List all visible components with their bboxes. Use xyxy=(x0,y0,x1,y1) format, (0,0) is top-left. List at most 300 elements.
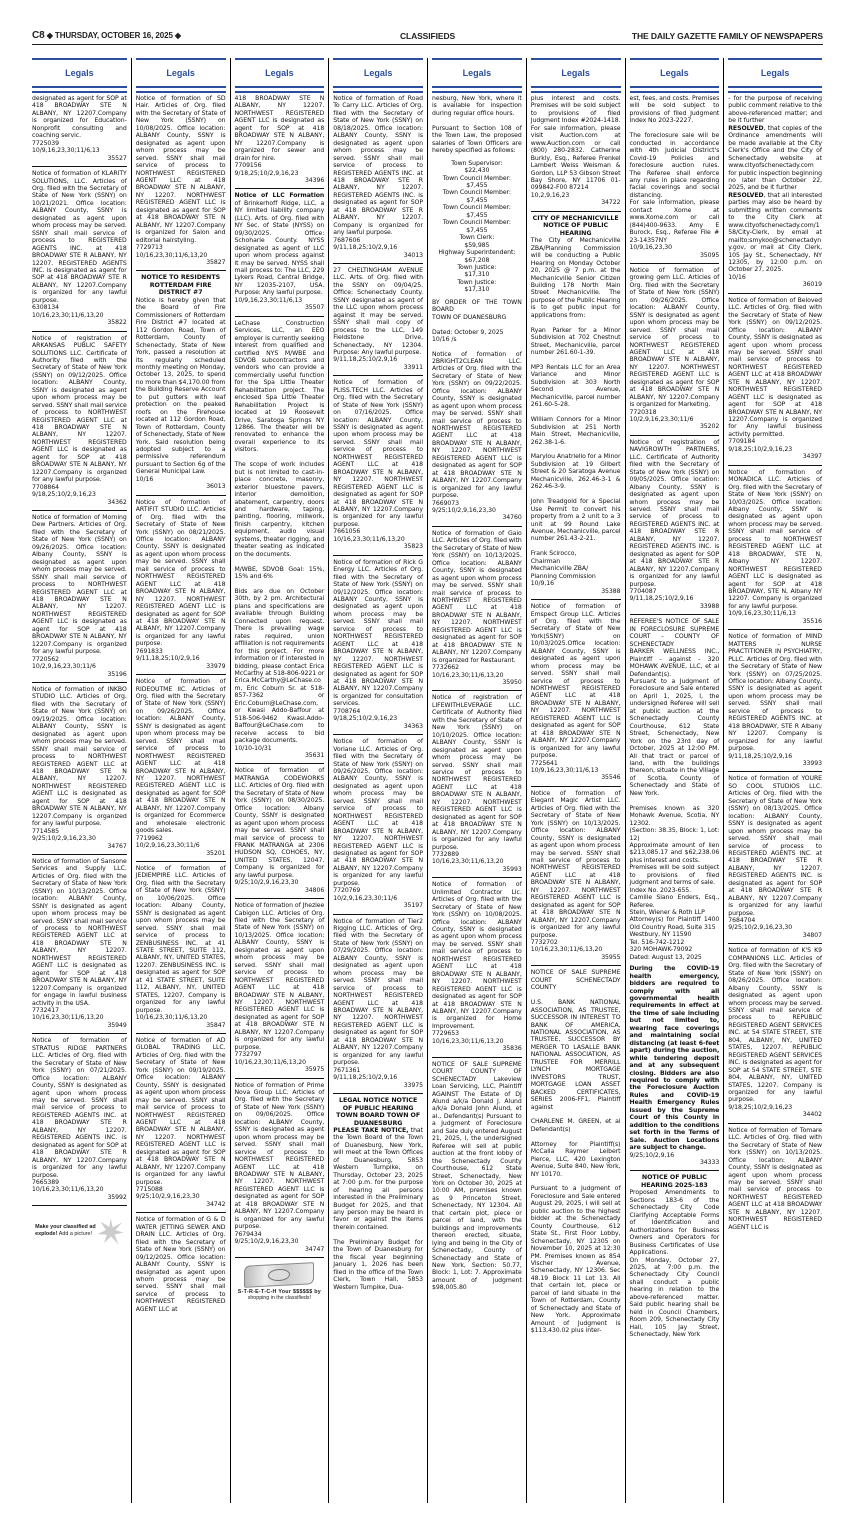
legal-notice xyxy=(235,189,325,316)
notice-ref-number: 7708764 xyxy=(333,707,361,715)
legals-heading-label: Legals xyxy=(265,68,294,78)
legals-column xyxy=(723,58,822,1503)
notice-id: 34013 xyxy=(403,251,423,259)
legal-notice xyxy=(531,92,621,212)
legal-notice xyxy=(333,92,423,264)
legal-notice xyxy=(32,511,127,683)
notice-id: 35388 xyxy=(601,587,621,595)
notice-body xyxy=(531,237,621,580)
column-heading xyxy=(728,58,822,88)
salary-role: Town Council Member: xyxy=(442,189,511,197)
column-heading xyxy=(630,58,720,88)
notice-run-dates: 10,2,9,16,23 xyxy=(530,191,570,199)
notice-text: Notice of registration of ARKANSAS PUBLIC SAFETY SOLUTIONS LLC. Certificate of Authority filed with the Secretary of State of New York (SSNY) on 09/12/2025. Office location: ALBANY County, SSNY is designated as agent upon whom process may be served. SSNY shall mail service of process to NORTHWEST REGISTERED AGENT LLC at 418 BROADWAY STE N ALBANY, NY 12207. NORTHWEST REGISTERED AGENT LLC is designated as agent for SOP at 418 BROADWAY STE N ALBANY, NY 12207.Company is organized for any lawful purpose. xyxy=(32,334,127,484)
notice-title: CITY OF MECHANICVILLE NOTICE OF PUBLIC HEARING xyxy=(532,214,619,237)
notice-id: 33911 xyxy=(403,363,423,371)
notice-text: Notice of formation of Tier2 Rigging LLC. Articles of Org. filed with the Secretary of State of New York (SSNY) on 07/29/2025. Office location: ALBANY County, SSNY is designated as agent upon whom process may be served. SSNY shall mail service of process to NORTHWEST REGISTERED AGENT LLC at 418 BROADWAY STE N ALBANY, NY 12207. NORTHWEST REGISTERED AGENT LLC is designated as agent for SOP at 418 BROADWAY STE N ALBANY, NY 12207.Company is organized for any lawful purpose. xyxy=(333,917,423,1067)
notice-body xyxy=(235,902,325,1051)
legal-notice xyxy=(630,615,720,1171)
legal-notice xyxy=(235,317,325,765)
notice-id: 35095 xyxy=(699,251,720,259)
notice-body xyxy=(235,192,325,296)
notice-body xyxy=(531,95,621,192)
notice-run-dates: 10/16,23,30;11/6,13,20 xyxy=(135,1014,208,1022)
publication-name: THE DAILY GAZETTE FAMILY OF NEWSPAPERS xyxy=(631,31,823,41)
legal-notice xyxy=(333,264,423,376)
legal-notice xyxy=(32,167,127,332)
notice-body xyxy=(630,439,720,588)
legal-notice xyxy=(32,92,127,167)
notice-body xyxy=(136,297,226,476)
notice-id: 34362 xyxy=(107,498,127,506)
legals-column xyxy=(427,58,526,1503)
issue-date: THURSDAY, OCTOBER 16, 2025 xyxy=(54,31,173,40)
notice-body xyxy=(32,170,127,304)
notice-run-dates: 9/18,25;10/2,9,16,23 xyxy=(32,491,96,499)
notice-run-dates: 9/25;10/2,9,16,23,30 xyxy=(32,835,96,843)
notice-text: Notice of formation of STRATUS RIDGE PARTNERS LLC. Articles of Org. filed with the Secretary of State of New York (SSNY) on 07/21/2025. Office location: ALBANY County, SSNY is designated as agent upon whom process may be served. SSNY shall mail service of process to REGISTERED AGENTS INC. at 418 BROADWAY STE R ALBANY, NY 12207. REGISTERED AGENTS INC. is designated as agent for SOP at 418 BROADWAY STE R ALBANY, NY 12207.Company is organized for any lawful purpose. xyxy=(32,1037,127,1179)
notice-text: Notice of formation of growing gem LLC. Articles of Org. filed with the Secretary of State of New York (SSNY) on 09/26/2025. Office location: ALBANY County, SSNY is designated as agent upon whom process may be served. SSNY shall mail service of process to NORTHWEST REGISTERED AGENT LLC at 418 BROADWAY STE N ALBANY, NY 12207. NORTHWEST REGISTERED AGENT LLC is designated as agent for SOP at 418 BROADWAY STE N ALBANY, NY 12207.Company is organized for Marketing. xyxy=(629,266,720,409)
notice-id: 33993 xyxy=(802,759,822,767)
legals-heading-label: Legals xyxy=(561,68,590,78)
salary-role: Town Justice: xyxy=(457,263,497,271)
notice-id: 34333 xyxy=(699,1158,720,1166)
notice-body xyxy=(136,499,226,648)
notice-inline-title: Notice of LLC Formation xyxy=(234,192,325,200)
notice-body xyxy=(432,95,522,155)
notice-lead: PLEASE TAKE NOTICE, xyxy=(333,1127,409,1134)
notice-body xyxy=(333,95,423,237)
notice-id: 33979 xyxy=(206,662,226,670)
notice-run-dates: 10/9,16,23,30;11/6,13 xyxy=(32,147,100,155)
notice-body xyxy=(136,1216,226,1313)
notice-text: Notice of formation of ARTIFIT STUDIO LLC. Articles of Org. filed with the Secretary of State of New York (SSNY) on 08/21/2025. Office location: ALBANY County, SSNY is designated as agent upon whom process may be served. SSNY shall mail service of process to NORTHWEST REGISTERED AGENT LLC at 418 BROADWAY STE N ALBANY, NY 12207. NORTHWEST REGISTERED AGENT LLC is designated as agent for SOP at 418 BROADWAY STE N ALBANY, NY 12207.Company is organized for any lawful purpose. xyxy=(135,498,226,648)
legal-notice xyxy=(235,1079,325,1258)
notice-id: 34742 xyxy=(206,1200,226,1208)
salary-role: Town Supervisor: xyxy=(451,159,503,167)
legal-notice xyxy=(630,264,720,436)
column-heading xyxy=(531,58,621,88)
notice-run-dates: 9/25;10/2,9,16,23,30 xyxy=(432,507,496,515)
legals-column xyxy=(526,58,625,1503)
legal-notice xyxy=(136,92,226,271)
legals-columns xyxy=(32,58,822,1503)
notice-run-dates: 10/10-10/31 xyxy=(234,744,272,752)
notice-ref-number: 6308134 xyxy=(32,304,59,312)
notice-body xyxy=(630,618,720,961)
notice-text: Notice of formation of Emspect Group LLC. Articles of Org. filed with the Secretary of State of New York(SSNY) on 10/03/2025.Office location: ALBANY County, SSNY is designated as agent upon whom process may be served. SSNY shall mail service of process to NORTHWEST REGISTERED AGENT LLC at 418 BROADWAY STE N ALBANY, NY 12207. NORTHWEST REGISTERED AGENT LLC is designated as agent for SOP at 418 BROADWAY STE N ALBANY, NY 12207.Company is organized for any lawful purpose. xyxy=(530,603,621,760)
notice-body xyxy=(333,267,423,356)
salary-amount: $7,455 xyxy=(466,226,488,234)
notice-id: 34722 xyxy=(601,199,621,207)
notice-id: 35823 xyxy=(403,543,423,551)
notice-run-dates: 10/16,23,30;11/6,13,20 xyxy=(234,1058,307,1066)
notice-body xyxy=(136,95,226,244)
salary-amount: $17,310 xyxy=(464,271,490,279)
notice-run-dates: 9/11,18,25;10/2,9,16 xyxy=(728,752,793,760)
resolved-clause: RESOLVED, that copies of the Ordinance amendments will be made available at the City Clerk's Office and the City of Schenectady website at www.cityofschenectady.com for public inspection beginning no later than October 22, 2025, and be it further xyxy=(728,124,822,192)
notice-ref-number: 7729713 xyxy=(135,244,163,252)
notice-run-dates: 10/16,23,30;11/6,13,20 xyxy=(333,535,405,543)
legal-notice xyxy=(728,466,822,631)
notice-text: NOTICE OF SALE SUPREME COURT COUNTY OF SCHENECTADY Lakeview Loan Servicing, LLC, Plaintiff AGAINST The Estate of DJ Alund a/k/a Donald J. Alund a/k/a Donald John Alund, et al., Defendant(s) Pursuant to a Judgment of Foreclosure and Sale duly entered August 21, 2025, I, the undersigned Referee will sell at public auction at the front lobby of the Schenectady County Courthouse, 612 State Street, Schenectady, New York on October 30, 2025 at 10:00 AM, premises known as 9 Princeton Street, Schenectady, NY 12304. All that certain plot, piece or parcel of land, with the buildings and improvements thereon erected, situate, lying and being in the City of Schenectady, County of Schenectady and State of New York, Section: 50.77, Block: 1, Lot: 7. Approximate amount of judgment $98,005.80 xyxy=(432,1060,522,1292)
notice-ref-number: 7715088 xyxy=(135,1186,163,1194)
notice-run-dates: 9/11,18,25;10/2,9,16 xyxy=(333,244,398,252)
notice-ref-number: 7709156 xyxy=(234,162,262,170)
notice-ref-number: 7665389 xyxy=(32,1178,59,1186)
notice-run-dates: 9/25;10/2,9,16,23,30 xyxy=(728,924,793,932)
legal-notice xyxy=(136,496,226,675)
legal-notice xyxy=(333,915,423,1094)
legals-heading-label: Legals xyxy=(660,68,689,78)
notice-run-dates: 10/9,16,23,30 xyxy=(629,244,672,252)
notice-ref-number: 7720769 xyxy=(333,887,361,895)
legal-notice xyxy=(630,436,720,615)
notice-text: nesburg, New York, where it is available for inspection during regular office hours. Pursuant to Section 108 of the Town Law, the proposed salaries of Town Officers are hereby specified as follows: xyxy=(432,95,522,155)
salary-amount: $17,310 xyxy=(464,286,490,294)
notice-text: Notice of formation of Beloved LLC. Articles of Org. filed with the Secretary of State of New York (SSNY) on 09/12/2025. Office location: ALBANY County, SSNY is designated as agent upon whom process may be served. SSNY shall mail service of process to NORTHWEST REGISTERED AGENT LLC at 418 BROADWAY STE N ALBANY, NY 12207. NORTHWEST REGISTERED AGENT LLC is designated as agent for SOP at 418 BROADWAY STE N ALBANY, NY 12207.Company is organized for Any lawful business activity permitted. xyxy=(728,296,822,438)
column-heading xyxy=(333,58,423,88)
notice-id: 35197 xyxy=(403,902,423,910)
legal-notice xyxy=(728,294,822,466)
legals-column xyxy=(230,58,329,1503)
notice-title: LEGAL NOTICE NOTICE OF PUBLIC HEARING TOWN BOARD TOWN OF DUANESBURG xyxy=(336,1097,421,1127)
notice-id: 35527 xyxy=(107,154,127,162)
notice-body xyxy=(728,1127,822,1231)
notice-body xyxy=(728,469,822,611)
stretch-dollars-promo[interactable] xyxy=(235,1258,325,1308)
notice-text: Notice of formation of Elegant Magic Artist LLC. Articles of Org. filed with the Secretary of State of New York (SSNY) on 10/13/2025. Office location: ALBANY County, SSNY is designated as agent upon whom process may be served. SSNY shall mail service of process to NORTHWEST REGISTERED AGENT LLC at 418 BROADWAY STE N ALBANY, NY 12207. NORTHWEST REGISTERED AGENT LLC is designated as agent for SOP at 418 BROADWAY STE N ALBANY, NY 12207.Company is organized for any lawful purpose. xyxy=(530,789,621,939)
notice-id: 35993 xyxy=(502,865,522,873)
column-heading xyxy=(32,58,127,88)
legal-notice xyxy=(136,1034,226,1213)
notice-body xyxy=(531,969,621,1334)
salary-role: Highway Superintendent: xyxy=(438,249,516,257)
promo-text xyxy=(35,1224,96,1238)
notice-text: 418 BROADWAY STE N ALBANY, NY 12207. NORTHWEST REGISTERED AGENT LLC is designated as agent for SOP at 418 BROADWAY STE N ALBANY, NY 12207.Company is organized for sewer and drain for hire. xyxy=(234,95,325,162)
notice-body xyxy=(32,514,127,656)
promo-label: S-T-R-E-T-C-H Your $$$$$$ by xyxy=(237,1289,321,1296)
notice-run-dates: 10/2,9,16,23,30;11/6 xyxy=(32,663,96,671)
notice-id: 35196 xyxy=(107,670,127,678)
notice-text: Notice of formation of MONADICA LLC. Articles of Org. filed with the Secretary of State of New York (SSNY) on 10/03/2025. Office location: Albany County, SSNY is designated as agent upon whom process may be served. SSNY shall mail service of process to NORTHWEST REGISTERED AGENT LLC at 418 BROADWAY, STE N, Albany NY 12207. NORTHWEST REGISTERED AGENT LLC is designated as agent for SOP at 418 BROADWAY, STE N, Albany NY 12207. Company is organized for any lawful purpose. xyxy=(728,468,822,610)
notice-run-dates: 10/2,9,16,23,30;11/6 xyxy=(629,416,694,424)
notice-text: Notice of formation of INKBO STUDIO LLC. Articles of Org. filed with the Secretary of State of New York (SSNY) on 09/19/2025. Office location: ALBANY County, SSNY is designated as agent upon whom process may be served. SSNY shall mail service of process to NORTHWEST REGISTERED AGENT LLC at 418 BROADWAY STE N ALBANY, NY 12207. NORTHWEST REGISTERED AGENT LLC is designated as agent for SOP at 418 BROADWAY STE N ALBANY, NY 12207.Company is organized for any lawful purpose. xyxy=(32,685,127,828)
notice-id: 33975 xyxy=(403,1081,423,1089)
notice-covid-rules: During the COVID-19 health emergency, bidders are required to comply with all governmental health requirements in effect at the time of sale including but not limited to, wearing face coverings and maintaining social distancing (at least 6-feet apart) during the auction, while tendering deposit and at any subsequent closing. Bidders are also required to comply with the Foreclosure Auction Rules and COVID-19 Health Emergency Rules issued by the Supreme Court of this County in addition to the conditions set forth in the Terms of Sale. Auction Locations are subject to change. xyxy=(629,965,720,1152)
legal-notice xyxy=(630,92,720,264)
salary-role: Town Clerk: xyxy=(459,234,495,242)
notice-text: plus interest and costs. Premises will be sold subject to provisions of filed Judgment Index #2024-1418. For sale information, please visit Auction.com at www.Auction.com or call (800) 280-2832. Catherine Burkly, Esq., Referee Frenkel Lambert Weiss Weisman & Gordon, LLP 53 Gibson Street Bay Shore, NY 11706 01-099842-F00 87214 xyxy=(530,95,621,192)
notice-text: designated as agent for SOP at 418 BROADWAY STE N ALBANY, NY 12207.Company is organized for Education-Nonprofit consulting and coaching servic. xyxy=(32,95,127,140)
notice-text: Notice of formation of G & D WATER JETTING SEWER AND DRAIN LLC. Articles of Org. filed with the Secretary of State of New York (SSNY) on 09/12/2025. Office location: ALBANY County, SSNY is designated as agent upon whom process may be served. SSNY shall mail service of process to NORTHWEST REGISTERED AGENT LLC at xyxy=(135,1216,226,1313)
notice-body xyxy=(432,881,522,1030)
notice-ref-number: 7725641 xyxy=(530,759,558,767)
notice-text: Proposed Amendments to Sections 183-6 of the Schenectady City Code Clarifying Acceptable Forms of Identification and Authorizations for Business Owners and Operators for Business Certificates of Use Applications. On Monday, October 27, 2025, at 7:00 p.m. the Schenectady City Council shall conduct a public hearing in relation to the above-referenced matter. Said public hearing shall be held in Council Chambers, Room 209, Schenectady City Hall, 105 Jay Street, Schenectady, New York xyxy=(629,1189,720,1339)
notice-ref-number: 7732702 xyxy=(530,938,558,946)
notice-text: of Brinkerhoff Ridge, LLC, a NY limited liability company (LLC). Arts. of Org. filed with NY Sec. of State (NYSS) on 09/30/2025. Office: Schoharie County. NYSS designated as agent of LLC upon whom process against it may be served. NYSS shall mail process to: The LLC, 229 Lykers Road, Central Bridge, NY 12035-2107, USA. Purpose: Any lawful purpose. xyxy=(234,199,325,297)
notice-body xyxy=(432,694,522,851)
notice-text: REFEREE'S NOTICE OF SALE IN FORECLOSURE SUPREME COURT - COUNTY OF SCHENECTADY BARKER WELLNESS INC., Plaintiff - against - 320 MOHAWK AVENUE, LLC, et al Defendant(s). Pursuant to a Judgment of Foreclosure and Sale entered on April 1, 2025, I, the undersigned Referee will sell at public auction at the Schenectady County Courthouse, 612 State Street, Schenectady, New York on the 23rd day of October, 2025 at 12:00 PM. All that tract or parcel of land, with the buildings thereon, situate in the Village of Scotia, County of Schenectady and State of New York. Premises known as 320 Mohawk Avenue, Scotia, NY 12302. (Section: 38.35, Block: 1, Lot: 12) Approximate amount of lien $213,085.17 and $62,238.06 plus interest and costs. Premises will be sold subject to provisions of filed judgment and terms of sale. Index No. 2023-655. Camille Siano Enders, Esq., Referee. Stein, Wiener & Roth LLP Attorney(s) for Plaintiff 1400 Old Country Road, Suite 315 Westbury, NY 11590 Tel. 516-742-1212 320 MOHAWK-79092 Dated: August 13, 2025 xyxy=(629,618,720,961)
salary-amount: $7,455 xyxy=(466,196,488,204)
notice-text: Notice is hereby given that the Board of Fire Commissioners of Rotterdam Fire District #7 located at 112 Gordon Road, Town of Rotterdam, County of Schenectady, State of New York, passed a resolution at its regularly scheduled monthly meeting on Monday, October 13, 2025, to spend no more than $4,170.00 from the Building Reserve Account to put gutters with leaf protection on the peaked roofs on the Firehouse located at 112 Gordon Road, Town of Rotterdam, County of Schenectady, State of New York. Said resolution being adopted subject to a permissive referendum pursuant to Section 6g of the General Municipal Law. xyxy=(135,296,226,476)
notice-text: Notice of formation of Sansone Services and Supply LLC. Articles of Org. filed with the Secretary of State of New York (SSNY) on 10/13/2025. Office location: ALBANY County, SSNY is designated as agent upon whom process may be served. SSNY shall mail service of process to NORTHWEST REGISTERED AGENT LLC at 418 BROADWAY STE N ALBANY, NY 12207. NORTHWEST REGISTERED AGENT LLC is designated as agent for SOP at 418 BROADWAY STE N ALBANY, NY 12207.Company is organized for engage in lawful business activity in the USA. xyxy=(32,857,127,1007)
notice-text: Notice of formation of SD Hair. Articles of Org. filed with the Secretary of State of New York (SSNY) on 10/08/2025. Office location: ALBANY County, SSNY is designated as agent upon whom process may be served. SSNY shall mail service of process to NORTHWEST REGISTERED AGENT LLC at 418 BROADWAY STE N ALBANY, NY 12207. NORTHWEST REGISTERED AGENT LLC is designated as agent for SOP at 418 BROADWAY STE N ALBANY, NY 12207.Company is organized for Salon and editorial hairstyling. xyxy=(135,95,226,244)
notice-run-dates: 9/25;10/2,9,16,23,30 xyxy=(234,879,299,887)
notice-body xyxy=(136,865,226,1014)
notice-body xyxy=(333,738,423,887)
legals-heading-label: Legals xyxy=(760,68,790,78)
notice-id: 34397 xyxy=(802,453,822,461)
notice-ref-number: 7732797 xyxy=(234,1051,262,1059)
notice-id: 35546 xyxy=(601,774,621,782)
notice-text: Notice of formation of PLISS.TECH LLC. Articles of Org. filed with the Secretary of State of New York (SSNY) on 07/16/2025. Office location: ALBANY County, SSNY is designated as agent upon whom process may be served. SSNY shall mail service of process to NORTHWEST REGISTERED AGENT LLC at 418 BROADWAY STE N ALBANY, NY 12207. NORTHWEST REGISTERED AGENT LLC is designated as agent for SOP at 418 BROADWAY STE N ALBANY, NY 12207.Company is organized for any lawful purpose. xyxy=(333,379,423,528)
notice-run-dates: 9/11,18,25;10/2,9,16 xyxy=(135,655,200,663)
notice-run-dates: 10/16,23,30;11/6,13,20 xyxy=(32,1014,104,1022)
notice-body xyxy=(32,95,127,140)
notice-id: 35975 xyxy=(304,1066,325,1074)
salary-amount: $7,455 xyxy=(466,211,488,219)
notice-ref-number: 7732662 xyxy=(432,664,459,672)
resolved-clause: RESOLVED, that all interested parties may also be heard by submitting written comments to the City Clerk at www.cityofschenectady.com/158/City-Clerk, by email at mailto:smykoo@schenectadyny.gov, or mail at City Clerk, 105 Jay St., Schenectady, NY 12305, by 12:00 p.m. on October 27, 2025. xyxy=(728,191,822,274)
legal-notice xyxy=(531,966,621,1338)
legal-notice xyxy=(432,92,522,348)
notice-body xyxy=(630,267,720,409)
notice-text: Notice of formation of Rick G Energy LLC. Articles of Org. filed with the Secretary of State of New York (SSNY) on 09/12/2025. Office location: ALBANY County, SSNY is designated as agent upon whom process may be served. SSNY shall mail service of process to NORTHWEST REGISTERED AGENT LLC at 418 BROADWAY STE N ALBANY, NY 12207. NORTHWEST REGISTERED AGENT LLC is designated as agent for SOP at 418 BROADWAY STE N ALBANY, NY 12207.Company is organized for consultation services. xyxy=(333,558,423,708)
notice-id: 35955 xyxy=(601,953,621,961)
notice-text: that the Town Board of the Town of Duanesburg, New York, will meet at the Town Offices of Duanesburg, 5853 Western Turnpike, on Thursday, October 23, 2025 at 7:00 p.m. for the purpose of hearing all persons interested in the Preliminary Budget for 2025, and that any person may be heard in favor or against the items therein contained. The Preliminary Budget for the Town of Duanesburg for the fiscal year beginning January 1, 2026 has been filed in the office of the Town Clerk, Town Hall, 5853 Western Turnpike, Dua- xyxy=(333,1127,423,1291)
legal-notice xyxy=(531,600,621,787)
notice-body xyxy=(432,351,522,500)
promo-line1: Make your classified ad xyxy=(35,1224,96,1231)
notice-run-dates: 9/25;10/2,9,16,23,30 xyxy=(234,1238,299,1246)
notice-text: Notice of formation of Tomare LLC. Articles of Org. filed with the Secretary of State of New York (SSNY) on 10/13/2025. Office location: ALBANY County, SSNY is designated as agent upon whom process may be served. SSNY shall mail service of process to NORTHWEST REGISTERED AGENT LLC at 418 BROADWAY STE N ALBANY, NY 12207. NORTHWEST REGISTERED AGENT LLC is xyxy=(728,1126,822,1231)
notice-id: 35201 xyxy=(206,849,226,857)
promo-line2: Add a picture! xyxy=(58,1231,93,1238)
notice-ref-number: 7687606 xyxy=(333,236,361,244)
notice-id: 34747 xyxy=(304,1245,325,1253)
notice-body xyxy=(32,858,127,1007)
notice-body xyxy=(531,603,621,760)
notice-id: 36013 xyxy=(206,483,226,491)
notice-ref-number: 7720318 xyxy=(629,408,657,416)
legal-notice xyxy=(136,862,226,1034)
promo-sub: shopping in the classifieds! xyxy=(247,1295,312,1302)
notice-id: 33988 xyxy=(699,602,720,610)
notice-id: 36019 xyxy=(802,281,822,289)
dollar-bill-icon xyxy=(244,1263,314,1289)
notice-ref-number: 7704087 xyxy=(629,588,657,595)
separator-icon: ◆ xyxy=(46,31,53,40)
notice-id: 35202 xyxy=(699,423,720,431)
salary-role: Town Council Member: xyxy=(442,204,511,212)
salary-amount: $59,985 xyxy=(464,241,490,249)
legal-notice xyxy=(728,772,822,944)
notice-id: 35836 xyxy=(502,1045,522,1053)
notice-body xyxy=(728,95,822,125)
notice-run-dates: 10/16,23,30;11/6,13,20 xyxy=(432,858,504,866)
legals-column xyxy=(328,58,427,1503)
notice-run-dates: 9/11,18,25;10/2,9,16 xyxy=(629,595,694,603)
legal-notice xyxy=(531,212,621,600)
notice-text: est, fees, and costs. Premises will be sold subject to provisions of filed Judgment Index No 2023-2227. The foreclosure sale will be conducted in accordance with 4th Judicial District's Covid-19 Policies and foreclosure auction rules. The Referee shall enforce any rules in place regarding facial coverings and social distancing. For sale information, please contact Xome at www.Xome.com or call (844)400-9633. Amy E Burock, Esq., Referee File # 23-14357NY xyxy=(629,95,720,244)
notice-id: 35822 xyxy=(107,319,127,327)
notice-ref-number: 7729653 xyxy=(432,1030,459,1038)
page-folio xyxy=(32,30,181,41)
legal-notice xyxy=(630,1171,720,1342)
add-picture-promo[interactable] xyxy=(32,1206,127,1256)
notice-body xyxy=(531,790,621,939)
legals-heading-label: Legals xyxy=(363,68,393,78)
salary-list xyxy=(432,160,522,294)
notice-id: 34760 xyxy=(502,514,522,522)
notice-body xyxy=(235,320,325,745)
notice-run-dates: 10/16,23,30;11/6,13,20 xyxy=(32,1186,104,1194)
legal-notice xyxy=(432,691,522,878)
notice-text: Notice of formation of Road To Carry LLC. Articles of Org. filed with the Secretary of State of New York (SSNY) on 08/18/2025. Office location: ALBANY County, SSNY is designated as agent upon whom process may be served. SSNY shall mail service of process to REGISTERED AGENTS INC. at 418 BROADWAY STE R ALBANY, NY 12207. REGISTERED AGENTS INC. is designated as agent for SOP at 418 BROADWAY STE R ALBANY, NY 12207. Company is organized for any lawful purpose. xyxy=(333,95,423,237)
notice-id: 35516 xyxy=(802,617,822,625)
notice-body xyxy=(32,686,127,828)
section-title: CLASSIFIEDS xyxy=(399,31,456,41)
notice-text: LeChase Construction Services, LLC, an EEO employer is currently seeking interest from qualified and certified NYS M/WBE and SDVOB subcontractors and vendors who can provide a commercially useful function for the Spa Little Theater Rehabilitation project. The enclosed Spa Little Theater Rehabilitation Project is located at 19 Roosevelt Drive, Saratoga Springs NY 12866. The theater will be renovated to enhance the overall experience to its visitors. The scope of work includes but is not limited to cast-in-place concrete, masonry, exterior bluestone pavers, interior demolition, abatement, carpentry, doors and hardware, taping, painting, flooring, millwork, finish carpentry, kitchen equipment, audio visual systems, theater rigging, and theater seating as indicated on the documents. M/WBE, SDVOB Goal: 15%, 15% and 6% Bids are due on October 30th, by 2 pm. Architectural plans and specifications are available through Building Connected upon request. There is prevailing wage rates required, union affiliation is not requirements for this project. For more information or if interested in bidding, please contact Erica McCarthy at 518-806-9221 or Erica.McCarthy@LeChase.com, Eric Coburn Sr. at 518-857-7362 or Eric.Coburn@LeChase.com, or Kwasi Addo-Baffour at 518-506-9462 Kwasi.Addo-Baffour@LeChase.com to receive access to bid package documents. xyxy=(234,319,325,745)
notice-ref-number: 7719962 xyxy=(135,834,163,842)
notice-body xyxy=(235,767,325,879)
notice-ref-number: 7714585 xyxy=(32,827,59,835)
legal-notice xyxy=(531,787,621,966)
notice-run-dates: 10/16,23,30;11/6,13,20 xyxy=(432,671,504,679)
notice-body xyxy=(333,918,423,1067)
notice-footer: BY ORDER OF THE TOWN BOARD TOWN OF DUANESBURG Dated: October 9, 2025 10/16 /s xyxy=(432,298,522,344)
notice-run-dates: 10/9,16,23,30;11/6,13 xyxy=(728,610,796,618)
notice-ref-number: 7684704 xyxy=(728,917,756,925)
notice-text: Notice of formation of YOURE SO COOL STUDIOS LLC. Articles of Org. filed with the Secretary of State of New York (SSNY) on 08/13/2025. Office location: ALBANY County, SSNY is designated as agent upon whom process may be served. SSNY shall mail service of process to REGISTERED AGENTS INC. at 418 BROADWAY STE R ALBANY, NY 12207. REGISTERED AGENTS INC. is designated as agent for SOP at 418 BROADWAY STE R ALBANY, NY 12207.Company is organized for any lawful purpose. xyxy=(728,775,822,917)
notice-run-dates: 9/11,18,25;10/2,9,16 xyxy=(333,356,398,364)
notice-text: NOTICE OF SALE SUPREME COURT SCHENECTADY COUNTY U.S. BANK NATIONAL ASSOCIATION, AS TRUSTEE, SUCCESSOR IN INTEREST TO BANK OF AMERICA, NATIONAL ASSOCIATION, AS TRUSTEE, SUCCESSOR BY MERGER TO LASALLE BANK NATIONAL ASSOCIATION, AS TRUSTEE FOR MERRILL LYNCH MORTGAGE INVESTORS TRUST, MORTGAGE LOAN ASSET BACKED CERTIFICATES, SERIES 2006-FF1, Plaintiff against CHARLENE M. GREEN, et al Defendant(s) Attorney for Plaintiff(s) McCalla Raymer Leibert Pierce, LLC, 420 Lexington Avenue, Suite 840, New York, NY 10170. Pursuant to a Judgment of Foreclosure and Sale entered August 29, 2025, I will sell at public auction to the highest bidder at the Schenectady County Courthouse, 612 State St., First Floor Lobby, Schenectady, NY 12305 on November 10, 2025 at 12:30 PM. Premises known as 854 Vischer Avenue, Schenectady, NY 12306. Sec 48.19 Block 11 Lot 13. All that certain lot, piece or parcel of land situate in the Town of Rotterdam, County of Schenectady and State of New York. Approximate Amount of Judgment is $113,430.02 plus inter- xyxy=(530,969,621,1335)
promo-text xyxy=(238,1289,321,1301)
notice-run-dates: 9/25;10/2,9,16 xyxy=(629,1151,675,1159)
notice-body xyxy=(333,1127,423,1291)
notice-run-dates: 9/18,25;10/2,9,16,23 xyxy=(728,445,793,453)
legal-notice xyxy=(32,683,127,855)
notice-id: 35827 xyxy=(206,258,226,266)
notice-ref-number: 7720562 xyxy=(32,655,59,663)
legal-notice xyxy=(728,630,822,772)
column-heading xyxy=(432,58,522,88)
notice-run-dates: 9/18,25;10/2,9,16,23 xyxy=(728,1103,793,1111)
notice-body xyxy=(32,1037,127,1179)
notice-text: Notice of formation of Voriane LLC. Articles of Org. filed with the Secretary of State of New York (SSNY) on 09/26/2025. Office location: ALBANY County, SSNY is designated as agent upon whom process may be served. SSNY shall mail service of process to NORTHWEST REGISTERED AGENT LLC at 418 BROADWAY STE N ALBANY, NY 12207. NORTHWEST REGISTERED AGENT LLC is designated as agent for SOP at 418 BROADWAY STE N ALBANY, NY 12207.Company is organized for any lawful purpose. xyxy=(333,738,423,887)
notice-ref-number: 7725039 xyxy=(32,139,59,147)
legals-heading-label: Legals xyxy=(65,68,94,78)
legal-notice xyxy=(728,1124,822,1235)
starburst-icon xyxy=(98,1218,124,1244)
promo-line2-bold: explode! xyxy=(35,1231,58,1238)
separator-icon: ◆ xyxy=(174,31,181,40)
notice-id: 35507 xyxy=(304,304,325,312)
notice-text: Notice of formation of AD GLOBAL TRADING LLC. Articles of Org. filed with the Secretary of State of New York (SSNY) on 09/19/2025. Office location: ALBANY County, SSNY is designated as agent upon whom process may be served. SSNY shall mail service of process to NORTHWEST REGISTERED AGENT LLC at 418 BROADWAY STE N ALBANY, NY 12207. NORTHWEST REGISTERED AGENT LLC is designated as agent for SOP at 418 BROADWAY STE N ALBANY, NY 12207.Company is organized for any lawful purpose. xyxy=(135,1036,226,1186)
notice-text: - for the purpose of receiving public comment relative to the above-referenced matter; and be it further xyxy=(728,95,822,125)
notice-run-dates: 10/9,16,23,30;11/6,13 xyxy=(234,296,303,304)
notice-id: 35992 xyxy=(107,1193,127,1201)
salary-role: Town Council Member: xyxy=(442,219,511,227)
notice-text: Notice of formation of MIND MATTERS - NURSE PRACTITIONER IN PSYCHIATRY, PLLC. Articles of Org. filed with the Secretary of State of New York (SSNY) on 07/25/2025. Office location: Albany County, SSNY is designated as agent upon whom process may be served. SSNY shall mail service of process to REGISTERED AGENTS INC. at 418 BROADWAY, STE R Albany NY 12207. Company is organized for any lawful purpose. xyxy=(728,633,822,753)
notice-body xyxy=(630,1189,720,1338)
notice-ref-number: 7709184 xyxy=(728,438,756,446)
notice-text: Notice of registration of NAVIGROWTH PARTNERS, LLC. Certificate of Authority filed with the Secretary of State of New York (SSNY) on 09/05/2025. Office location: Albany County, SSNY is designated as agent upon whom process may be served. SSNY shall mail service of process to REGISTERED AGENTS INC. at 418 BROADWAY STE R ALBANY, NY 12207. REGISTERED AGENTS INC. is designated as agent for SOP at 418 BROADWAY STE R ALBANY, NY 12207.Company is organized for any lawful purpose. xyxy=(629,438,720,588)
legal-notice xyxy=(432,878,522,1057)
notice-id: 34402 xyxy=(802,1111,822,1119)
legal-notice xyxy=(432,527,522,692)
legal-notice xyxy=(333,556,423,735)
notice-text: Notice of formation of Unlimited Contractor Llc. Articles of Org. filed with the Secretary of State of New York (SSNY) on 10/08/2025. Office location: ALBANY County, SSNY is designated as agent upon whom process may be served. SSNY shall mail service of process to NORTHWEST REGISTERED AGENT LLC at 418 BROADWAY STE N ALBANY, NY 12207. NORTHWEST REGISTERED AGENT LLC is designated as agent for SOP at 418 BROADWAY STE N ALBANY, NY 12207.Company is organized for Home Improvement. xyxy=(432,881,522,1030)
legal-notice xyxy=(432,1058,522,1296)
notice-run-dates: 10/2,9,16,23,30;11/6 xyxy=(333,894,398,902)
notice-ref-number: 7669073 xyxy=(432,499,459,507)
notice-body xyxy=(235,95,325,162)
legal-notice xyxy=(32,1034,127,1206)
notice-run-dates: 10/16,23,30;11/6,13,20 xyxy=(32,311,104,319)
notice-ref-number: 7661056 xyxy=(333,528,361,536)
notice-run-dates: 9/18,25;10/2,9,16,23 xyxy=(234,169,299,177)
notice-ref-number: 7732417 xyxy=(32,1007,59,1015)
notice-run-dates: 9/18,25;10/2,9,16,23 xyxy=(333,715,398,723)
notice-ref-number: 7708864 xyxy=(32,483,59,491)
notice-ref-number: 7679434 xyxy=(234,1230,262,1238)
notice-text: Notice of formation of Jhezlee Cabigon LLC. Articles of Org. filed with the Secretary of State of New York (SSNY) on 10/13/2025. Office location: ALBANY County, SSNY is designated as agent upon whom process may be served. SSNY shall mail service of process to NORTHWEST REGISTERED AGENT LLC at 418 BROADWAY STE N ALBANY, NY 12207. NORTHWEST REGISTERED AGENT LLC is designated as agent for SOP at 418 BROADWAY STE N ALBANY, NY 12207.Company is organized for any lawful purpose. xyxy=(234,902,325,1051)
notice-run-dates: 10/16,23,30;11/6,13,20 xyxy=(530,946,603,954)
notice-run-dates: 10/2,9,16,23,30;11/6 xyxy=(135,842,200,850)
legal-notice xyxy=(32,855,127,1034)
legal-notice xyxy=(333,1094,423,1295)
notice-text: Notice of formation of RIDEOUTME IIC. Articles of Org. filed with the Secretary of State of New York (SSNY) on 09/26/2025. Office location: ALBANY County, SSNY is designated as agent upon whom process may be served. SSNY shall mail service of process to NORTHWEST REGISTERED AGENT LLC at 418 BROADWAY STE N ALBANY, NY 12207. NORTHWEST REGISTERED AGENT LLC is designated as agent for SOP at 418 BROADWAY STE N ALBANY, NY 12207.Company is organized for Ecommerce and wholesale electronic goods sales. xyxy=(135,678,226,835)
notice-text: Notice of formation of Gaio LLC. Articles of Org. filed with the Secretary of State of New York (SSNY) on 10/13/2025. Office location: ALBANY County, SSNY is designated as agent upon whom process may be served. SSNY shall mail service of process to NORTHWEST REGISTERED AGENT LLC at 418 BROADWAY STE N ALBANY, NY 12207. NORTHWEST REGISTERED AGENT LLC is designated as agent for SOP at 418 BROADWAY STE N ALBANY, NY 12207.Company is organized for Restaurant. xyxy=(432,529,522,664)
legals-heading-label: Legals xyxy=(462,68,492,78)
notice-run-dates: 10/9,16,23,30;11/6,13 xyxy=(530,767,599,775)
notice-text: Notice of formation of JEDIEMPIRE LLC. Articles of Org. filed with the Secretary of State of New York (SSNY) on 10/06/2025. Office location: Albany County, SSNY is designated as agent upon whom process may be served. SSNY shall mail service of process to ZENBUSINESS INC. at 41 STATE STREET, SUITE 112, ALBANY, NY, UNITED STATES, 12207. ZENBUSINESS INC. is designated as agent for SOP at 41 STATE STREET, SUITE 112, ALBANY, NY, UNITED STATES, 12207. Company is organized for any lawful purpose. xyxy=(135,865,226,1014)
legal-notice xyxy=(136,675,226,862)
legal-notice xyxy=(432,348,522,527)
column-heading xyxy=(235,58,325,88)
notice-text: Notice of formation of KLARITY SOLUTIONS, LLC. Articles of Org. filed with the Secretary of State of New York (SSNY) on 10/21/2021. Office location: ALBANY County, SSNY is designated as agent upon whom process may be served. SSNY shall mail service of process to REGISTERED AGENTS INC. at 418 BROADWAY STE R ALBANY, NY 12207. REGISTERED AGENTS INC. is designated as agent for SOP at 418 BROADWAY STE R ALBANY, NY 12207.Company is organized for any lawful purpose. xyxy=(32,170,127,304)
notice-title: NOTICE TO RESIDENTS ROTTERDAM FIRE DISTRICT #7 xyxy=(141,274,221,297)
page-number: C8 xyxy=(32,30,45,41)
notice-title: NOTICE OF PUBLIC HEARING 2025-183 xyxy=(640,1174,708,1189)
notice-ref-number: 7732889 xyxy=(432,850,459,858)
legals-heading-label: Legals xyxy=(166,68,195,78)
column-heading xyxy=(136,58,226,88)
notice-run-dates: 9/25;10/2,9,16,23,30 xyxy=(135,1193,200,1201)
notice-run-dates: 10/16,23,30;11/6,13,20 xyxy=(432,1037,504,1045)
notice-run-dates: 10/16,23,30;11/6,13,20 xyxy=(135,251,208,259)
notice-id: 35847 xyxy=(206,1021,226,1029)
notice-text: Notice of formation of K'S K9 COMPANIONS LLC. Articles of Org. filed with the Secretary of State of New York (SSNY) on 08/26/2025. Office location: Albany County, SSNY is designated as agent upon whom process may be served. SSNY shall mail service of process to REPUBLIC REGISTERED AGENT SERVICES INC. at 54 STATE STREET, STE 804, ALBANY, NY, UNITED STATES, 12207. REPUBLIC REGISTERED AGENT SERVICES INC. is designated as agent for SOP at 54 STATE STREET, STE 804, ALBANY, NY, UNITED STATES, 12207. Company is organized for any lawful purpose. xyxy=(728,947,822,1104)
legal-notice xyxy=(32,332,127,511)
notice-id: 34807 xyxy=(802,931,822,939)
legals-column xyxy=(625,58,724,1503)
notice-run-dates: 10/9,16 xyxy=(530,580,554,588)
page-header xyxy=(32,27,823,45)
notice-text: Notice of registration of LIFEWITHLEVERAGE LLC. Certificate of Authority filed with the Secretary of State of New York (SSNY) on 10/10/2025. Office location: ALBANY County, SSNY is designated as agent upon whom process may be served. SSNY shall mail service of process to NORTHWEST REGISTERED AGENT LLC at 418 BROADWAY STE N ALBANY, NY 12207. NORTHWEST REGISTERED AGENT LLC is designated as agent for SOP at 418 BROADWAY STE N ALBANY, NY 12207.Company is organized for any lawful purpose. xyxy=(432,694,522,851)
notice-id: 34363 xyxy=(403,722,423,730)
notice-body xyxy=(728,947,822,1104)
notice-id: 35949 xyxy=(107,1021,127,1029)
legal-notice xyxy=(728,92,822,294)
notice-body xyxy=(728,775,822,917)
notice-id: 35950 xyxy=(502,678,522,686)
notice-body xyxy=(136,678,226,835)
salary-amount: $67,208 xyxy=(464,256,490,264)
legal-notice xyxy=(136,271,226,495)
